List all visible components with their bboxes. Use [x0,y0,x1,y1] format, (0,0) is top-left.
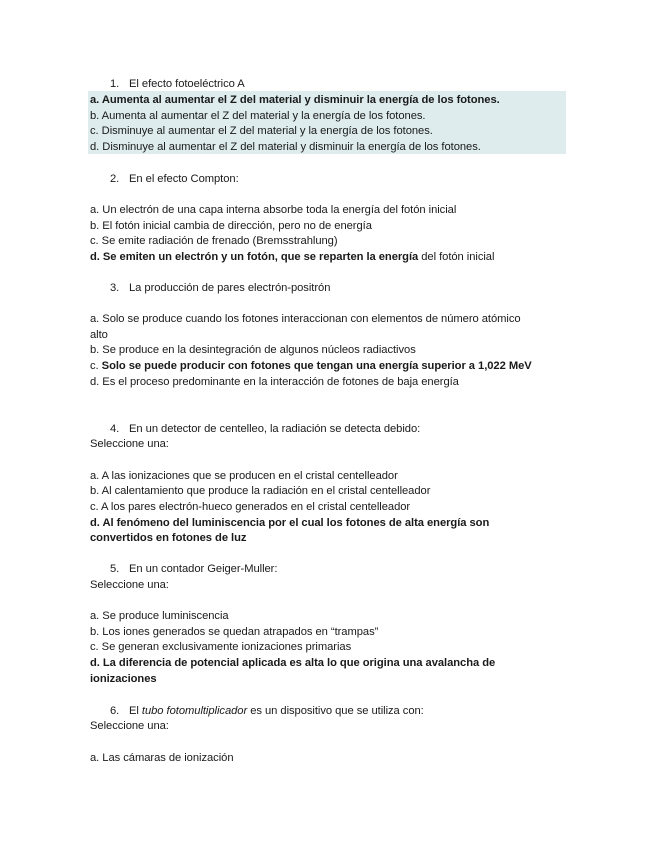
question-text-pre: El [129,705,142,717]
question-6 [110,704,424,718]
question-3 [110,281,330,295]
question-text: En el efecto Compton: [129,173,239,185]
question-number: 4. [110,423,120,435]
question-2-option-c: c. Se emite radiación de frenado (Bremsstrahlung) [90,235,338,247]
question-3-option-c [90,359,532,373]
question-3-option-b: b. Se produce en la desintegración de algunos núcleos radiactivos [90,344,416,356]
question-2-option-d [90,250,494,264]
question-1-option-b: b. Aumenta al aumentar el Z del material y la energía de los fotones. [90,110,426,122]
question-text: En un contador Geiger-Muller: [129,563,278,575]
question-text-post: es un dispositivo que se utiliza con: [247,705,424,717]
question-2 [110,172,239,186]
question-4-option-a: a. A las ionizaciones que se producen en el cristal centelleador [90,470,398,482]
question-4-option-c: c. A los pares electrón-hueco generados en el cristal centelleador [90,501,411,513]
answer-rest-text: del fotón inicial [418,251,495,263]
answer-bold-text: d. Se emiten un electrón y un fotón, que se reparten la energía [90,251,419,263]
question-2-option-a: a. Un electrón de una capa interna absorbe toda la energía del fotón inicial [90,204,457,216]
question-1-option-c: c. Disminuye al aumentar el Z del material y la energía de los fotones. [90,125,433,137]
question-5-prompt: Seleccione una: [90,579,169,591]
answer-bold-text: Solo se puede producir con fotones que tengan una energía superior a 1,022 MeV [98,360,532,372]
question-5-option-a: a. Se produce luminiscencia [90,610,229,622]
question-number: 6. [110,705,120,717]
question-4-option-b: b. Al calentamiento que produce la radiación en el cristal centelleador [90,485,431,497]
question-4-option-d-continued: convertidos en fotones de luz [90,532,247,544]
question-4 [110,422,420,436]
question-5-option-d-continued: ionizaciones [90,673,157,685]
question-4-option-d: d. Al fenómeno del luminiscencia por el cual los fotones de alta energía son [90,517,490,529]
question-2-option-b: b. El fotón inicial cambia de dirección, pero no de energía [90,220,372,232]
question-6-prompt: Seleccione una: [90,720,169,732]
question-1 [110,77,245,91]
question-number: 2. [110,173,120,185]
question-number: 1. [110,78,120,90]
question-6-option-a: a. Las cámaras de ionización [90,752,234,764]
question-3-option-d: d. Es el proceso predominante en la interacción de fotones de baja energía [90,376,459,388]
question-3-option-a: a. Solo se produce cuando los fotones interaccionan con elementos de número atómico [90,313,521,325]
question-1-option-a: a. Aumenta al aumentar el Z del material y disminuir la energía de los fotones. [90,94,500,106]
question-number: 5. [110,563,120,575]
question-5-option-c: c. Se generan exclusivamente ionizaciones primarias [90,641,352,653]
question-text: En un detector de centelleo, la radiación se detecta debido: [129,423,421,435]
question-1-option-d: d. Disminuye al aumentar el Z del material y disminuir la energía de los fotones. [90,141,481,153]
question-number: 3. [110,282,120,294]
question-text: La producción de pares electrón-positrón [129,282,331,294]
question-text: El efecto fotoeléctrico A [129,78,245,90]
question-5-option-b: b. Los iones generados se quedan atrapados en “trampas” [90,626,379,638]
question-4-prompt: Seleccione una: [90,438,169,450]
question-5-option-d: d. La diferencia de potencial aplicada es alta lo que origina una avalancha de [90,657,496,669]
question-3-option-a-continued: alto [90,329,108,341]
option-letter: c. [90,360,99,372]
question-5 [110,562,277,576]
question-text-italic: tubo fotomultiplicador [141,705,248,717]
